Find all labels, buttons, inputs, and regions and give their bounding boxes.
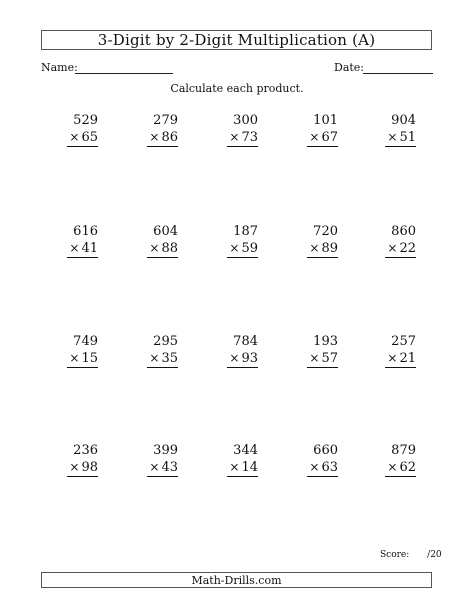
- problem-top-number: 187: [233, 224, 258, 239]
- problem-bottom-line: [307, 459, 338, 477]
- problem: [206, 113, 258, 147]
- date-blank-line: [363, 73, 433, 74]
- worksheet-title: 3-Digit by 2-Digit Multiplication (A): [41, 30, 432, 50]
- problem-bottom-number: 51: [399, 130, 416, 145]
- problem: [286, 113, 338, 147]
- problem: [46, 334, 98, 368]
- problem-bottom-line: [67, 459, 98, 477]
- times-sign: ×: [149, 130, 160, 144]
- problem-bottom-number: 62: [399, 460, 416, 475]
- problem-top-number: 749: [73, 334, 98, 349]
- problem-bottom-number: 21: [399, 351, 416, 366]
- problem: [286, 443, 338, 477]
- times-sign: ×: [149, 460, 160, 474]
- problem-bottom-line: [67, 350, 98, 368]
- problem-top-number: 904: [391, 113, 416, 128]
- problem-bottom-line: [227, 459, 258, 477]
- name-field: [41, 61, 78, 74]
- problem-top-number: 529: [73, 113, 98, 128]
- problem-top-number: 660: [313, 443, 338, 458]
- problem-bottom-number: 67: [321, 130, 338, 145]
- problem-bottom-number: 35: [161, 351, 178, 366]
- date-field: [334, 61, 364, 74]
- problem: [126, 224, 178, 258]
- times-sign: ×: [387, 241, 398, 255]
- times-sign: ×: [229, 130, 240, 144]
- times-sign: ×: [309, 241, 320, 255]
- date-label: Date:: [334, 61, 365, 74]
- problem-bottom-number: 57: [321, 351, 338, 366]
- problem-top-number: 399: [153, 443, 178, 458]
- problem-top-number: 344: [233, 443, 258, 458]
- times-sign: ×: [309, 130, 320, 144]
- times-sign: ×: [387, 130, 398, 144]
- times-sign: ×: [309, 460, 320, 474]
- problem: [206, 443, 258, 477]
- problem-top-number: 879: [391, 443, 416, 458]
- problem-bottom-number: 65: [81, 130, 98, 145]
- problem: [364, 443, 416, 477]
- score-label: Score:: [380, 550, 410, 560]
- problem-bottom-line: [385, 240, 416, 258]
- problem-top-number: 604: [153, 224, 178, 239]
- problem-bottom-number: 88: [161, 241, 178, 256]
- problem-bottom-line: [147, 240, 178, 258]
- problem-bottom-line: [147, 350, 178, 368]
- problem-bottom-line: [227, 240, 258, 258]
- times-sign: ×: [69, 241, 80, 255]
- footer-site-name: Math-Drills.com: [41, 572, 432, 588]
- problem-bottom-line: [227, 350, 258, 368]
- problem-top-number: 193: [313, 334, 338, 349]
- problem-top-number: 860: [391, 224, 416, 239]
- problem-bottom-line: [307, 350, 338, 368]
- times-sign: ×: [387, 460, 398, 474]
- problem-top-number: 720: [313, 224, 338, 239]
- problem-top-number: 295: [153, 334, 178, 349]
- problem-bottom-number: 98: [81, 460, 98, 475]
- score-field: [380, 550, 442, 560]
- problem-bottom-number: 63: [321, 460, 338, 475]
- problem: [46, 443, 98, 477]
- problem-bottom-line: [307, 240, 338, 258]
- name-blank-line: [75, 73, 173, 74]
- instructions: Calculate each product.: [170, 82, 304, 95]
- problem-bottom-line: [227, 129, 258, 147]
- problem-bottom-number: 15: [81, 351, 98, 366]
- problem-bottom-number: 86: [161, 130, 178, 145]
- times-sign: ×: [149, 351, 160, 365]
- problem-bottom-line: [67, 240, 98, 258]
- times-sign: ×: [229, 460, 240, 474]
- problem-top-number: 784: [233, 334, 258, 349]
- problem: [126, 443, 178, 477]
- times-sign: ×: [229, 351, 240, 365]
- problem-bottom-line: [385, 350, 416, 368]
- times-sign: ×: [309, 351, 320, 365]
- problem-top-number: 279: [153, 113, 178, 128]
- problem-bottom-line: [147, 129, 178, 147]
- problem-bottom-line: [307, 129, 338, 147]
- problem: [46, 113, 98, 147]
- problem-top-number: 257: [391, 334, 416, 349]
- problem: [126, 113, 178, 147]
- score-total: /20: [427, 550, 442, 560]
- problem: [46, 224, 98, 258]
- problem: [364, 334, 416, 368]
- problem-bottom-number: 14: [241, 460, 258, 475]
- problem-bottom-line: [385, 129, 416, 147]
- problem-bottom-number: 73: [241, 130, 258, 145]
- problem: [206, 224, 258, 258]
- problem-bottom-number: 93: [241, 351, 258, 366]
- problem: [364, 113, 416, 147]
- problem: [286, 224, 338, 258]
- times-sign: ×: [69, 130, 80, 144]
- problem-bottom-line: [147, 459, 178, 477]
- problem: [286, 334, 338, 368]
- times-sign: ×: [69, 460, 80, 474]
- problem: [364, 224, 416, 258]
- problem-bottom-number: 59: [241, 241, 258, 256]
- problem: [206, 334, 258, 368]
- problem-top-number: 101: [313, 113, 338, 128]
- problem-bottom-line: [385, 459, 416, 477]
- times-sign: ×: [149, 241, 160, 255]
- problem-bottom-number: 43: [161, 460, 178, 475]
- problem-bottom-number: 89: [321, 241, 338, 256]
- times-sign: ×: [229, 241, 240, 255]
- problem-bottom-number: 22: [399, 241, 416, 256]
- times-sign: ×: [69, 351, 80, 365]
- problem-top-number: 300: [233, 113, 258, 128]
- problem-bottom-number: 41: [81, 241, 98, 256]
- name-label: Name:: [41, 61, 78, 74]
- problem-top-number: 236: [73, 443, 98, 458]
- problem-bottom-line: [67, 129, 98, 147]
- problem-top-number: 616: [73, 224, 98, 239]
- problem: [126, 334, 178, 368]
- times-sign: ×: [387, 351, 398, 365]
